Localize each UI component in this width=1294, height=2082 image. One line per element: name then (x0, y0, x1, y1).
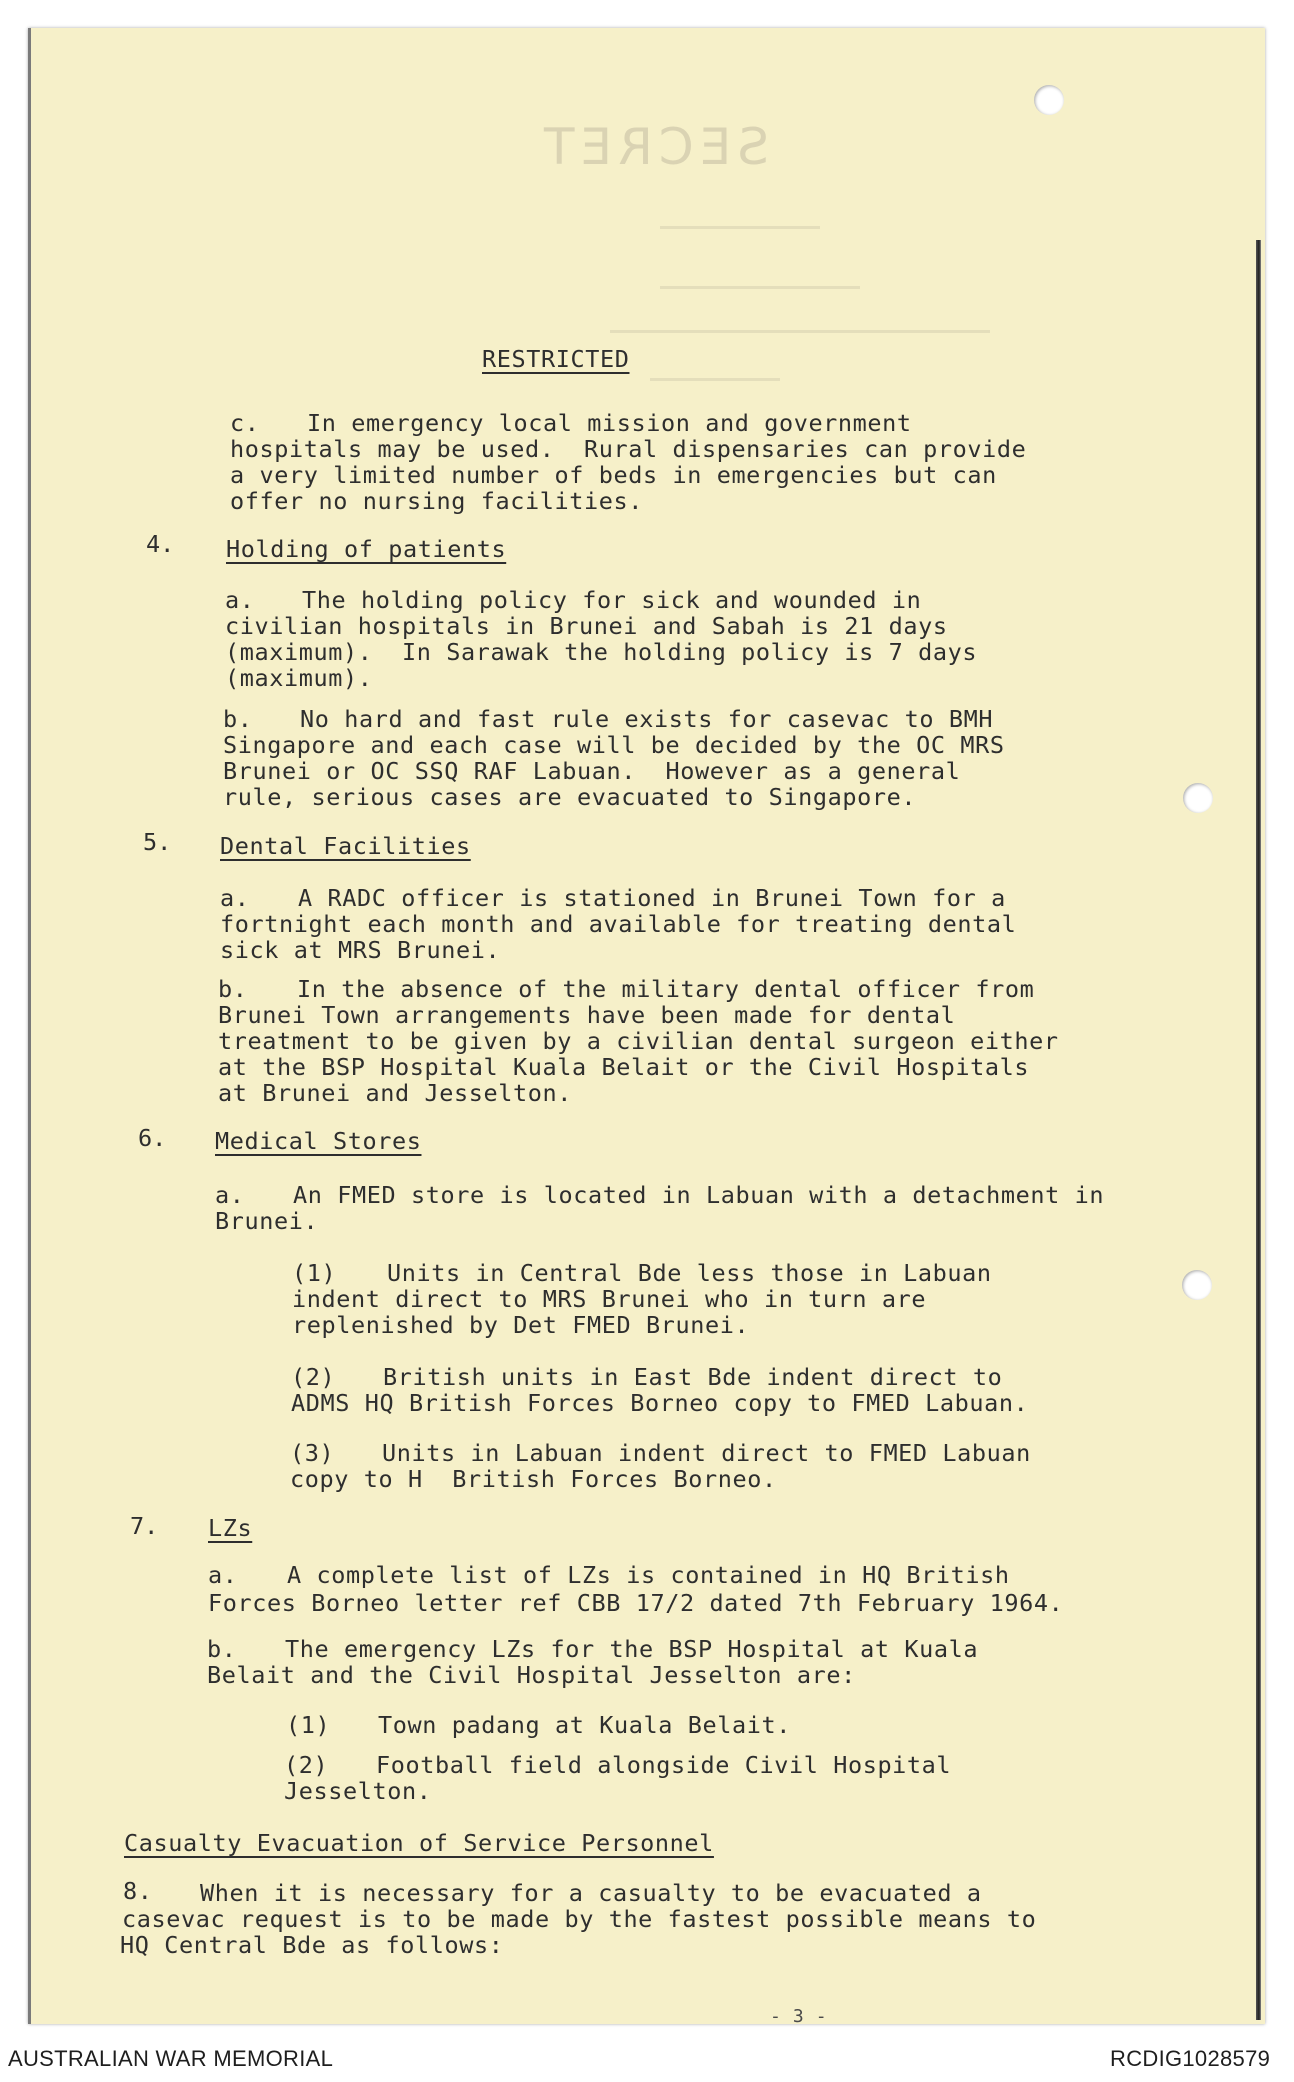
bleed-through-line (660, 286, 860, 289)
section-6-title: Medical Stores (215, 1127, 422, 1155)
section-5-title: Dental Facilities (220, 832, 471, 860)
section-5b-line: treatment to be given by a civilian dental surgeon either (218, 1027, 1059, 1055)
section-6-item-label: (3) (290, 1439, 335, 1467)
section-4a-line: The holding policy for sick and wounded in (302, 586, 922, 614)
intro-line: In emergency local mission and government (307, 409, 912, 437)
section-7a-label: a. (208, 1561, 238, 1589)
intro-line: a very limited number of beds in emergencies but can (230, 461, 997, 489)
section-7-item-label: (2) (284, 1751, 329, 1779)
section-8-line: casevac request is to be made by the fastest possible means to (122, 1905, 1037, 1933)
section-6-item-label: (1) (292, 1259, 337, 1287)
bleed-through-line (610, 330, 990, 333)
punch-hole-middle (1183, 783, 1213, 813)
intro-line: offer no nursing facilities. (230, 487, 643, 515)
section-4a-line: (maximum). In Sarawak the holding policy is 7 days (225, 638, 978, 666)
punch-hole-top (1034, 85, 1064, 115)
section-4b-line: rule, serious cases are evacuated to Singapore. (223, 783, 917, 811)
section-5b-line: at the BSP Hospital Kuala Belait or the Civil Hospitals (218, 1053, 1030, 1081)
section-4-number: 4. (146, 530, 175, 558)
section-7-item-label: (1) (286, 1711, 331, 1739)
section-4a-line: (maximum). (225, 664, 373, 692)
section-5a-line: A RADC officer is stationed in Brunei Town for a (298, 884, 1006, 912)
intro-label: c. (230, 409, 260, 437)
page-number-marker: - 3 - (770, 2006, 828, 2027)
bleed-through-marking: SECRET (538, 118, 770, 176)
section-7-title: LZs (208, 1514, 253, 1542)
section-6-item-line: British units in East Bde indent direct to (383, 1363, 1003, 1391)
section-6a-line: Brunei. (215, 1207, 319, 1235)
section-5a-label: a. (220, 884, 250, 912)
punch-hole-lower (1182, 1270, 1212, 1300)
section-6-item-line: copy to H British Forces Borneo. (290, 1465, 777, 1493)
section-7-item-line: Football field alongside Civil Hospital (376, 1751, 952, 1779)
section-7b-line: Belait and the Civil Hospital Jesselton are: (207, 1661, 856, 1689)
footer-catalogue-id: RCDIG1028579 (1110, 2046, 1271, 2071)
section-5a-line: fortnight each month and available for treating dental (220, 910, 1017, 938)
section-6-number: 6. (138, 1124, 167, 1152)
section-5b-line: at Brunei and Jesselton. (218, 1079, 572, 1107)
section-8-line: HQ Central Bde as follows: (120, 1931, 504, 1959)
section-5b-label: b. (218, 975, 248, 1003)
section-5b-line: In the absence of the military dental officer from (297, 975, 1035, 1003)
section-5b-line: Brunei Town arrangements have been made for dental (218, 1001, 956, 1029)
section-7-item-line: Jesselton. (284, 1777, 432, 1805)
section-6-item-line: replenished by Det FMED Brunei. (292, 1311, 750, 1339)
section-6-item-line: indent direct to MRS Brunei who in turn are (292, 1285, 927, 1313)
section-4b-label: b. (223, 705, 253, 733)
page-edge-shadow (1256, 240, 1261, 2020)
section-6a-line: An FMED store is located in Labuan with a detachment in (293, 1181, 1105, 1209)
section-4b-line: Brunei or OC SSQ RAF Labuan. However as a general (223, 757, 961, 785)
classification-heading: RESTRICTED (482, 345, 630, 373)
section-7-number: 7. (130, 1512, 159, 1540)
section-4b-line: No hard and fast rule exists for casevac to BMH (300, 705, 994, 733)
bleed-through-line (660, 226, 820, 229)
bleed-through-line (650, 378, 780, 381)
section-7b-line: The emergency LZs for the BSP Hospital at Kuala (285, 1635, 979, 1663)
section-5-number: 5. (143, 828, 172, 856)
section-4-title: Holding of patients (226, 535, 507, 563)
section-4a-line: civilian hospitals in Brunei and Sabah is 21 days (225, 612, 948, 640)
intro-line: hospitals may be used. Rural dispensaries can provide (230, 435, 1027, 463)
section-7-item-line: Town padang at Kuala Belait. (378, 1711, 791, 1739)
section-7b-label: b. (207, 1635, 237, 1663)
casualty-evacuation-heading: Casualty Evacuation of Service Personnel (124, 1829, 714, 1857)
section-5a-line: sick at MRS Brunei. (220, 936, 501, 964)
section-6-item-line: ADMS HQ British Forces Borneo copy to FMED Labuan. (291, 1389, 1029, 1417)
section-6-item-line: Units in Labuan indent direct to FMED Labuan (382, 1439, 1031, 1467)
section-8-line: When it is necessary for a casualty to be evacuated a (200, 1879, 982, 1907)
section-6-item-line: Units in Central Bde less those in Labuan (387, 1259, 992, 1287)
section-7a-line: A complete list of LZs is contained in HQ British (287, 1561, 1010, 1589)
section-8-number: 8. (123, 1877, 153, 1905)
section-6a-label: a. (215, 1181, 245, 1209)
section-4a-label: a. (225, 586, 255, 614)
section-4b-line: Singapore and each case will be decided by the OC MRS (223, 731, 1005, 759)
section-7a-line: Forces Borneo letter ref CBB 17/2 dated 7th February 1964. (208, 1589, 1064, 1617)
section-6-item-label: (2) (291, 1363, 336, 1391)
footer-source: AUSTRALIAN WAR MEMORIAL (8, 2046, 334, 2071)
